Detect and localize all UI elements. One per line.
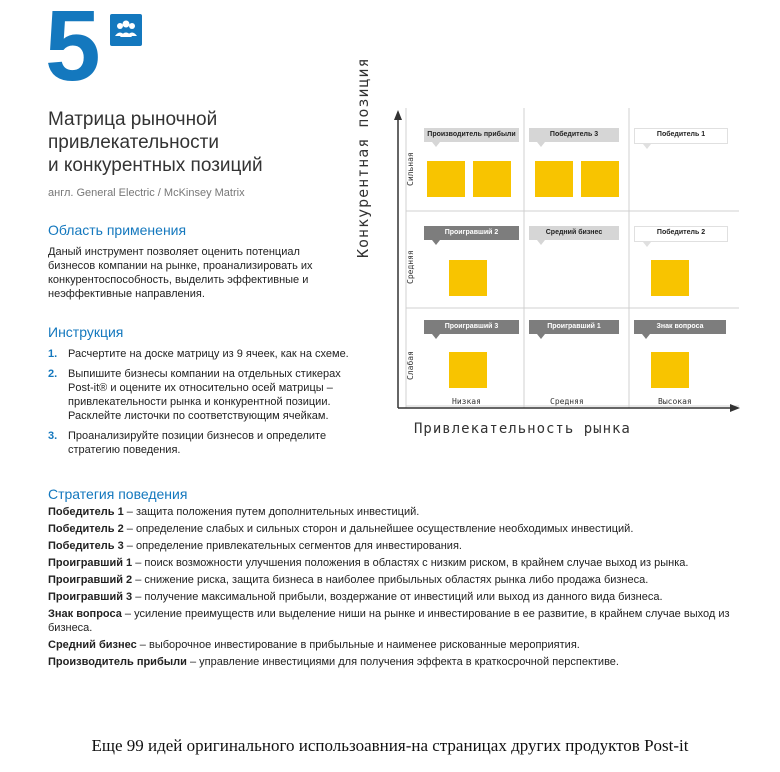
instructions-list [48,347,360,463]
strategy-key: Средний бизнес [48,639,137,651]
page-title [48,108,263,177]
strategy-text: – снижение риска, защита бизнеса в наиболее прибыльных областях рынка либо продажа бизнеса. [132,574,649,586]
scope-text: Даный инструмент позволяет оценить потенциал бизнесов компании на рынке, проанализировать их конкурентоспособность, выделить эффективные и неэффективные направления. [48,246,313,300]
sticky-note [427,161,465,197]
cell-tag-text: Проигравший 2 [444,229,499,236]
ge-mckinsey-matrix [354,57,744,448]
cell-tag [424,226,519,240]
sticky-note [651,352,689,388]
col-label: Средняя [550,397,584,406]
cell-tag-text: Победитель 3 [549,131,599,138]
list-item [48,367,360,423]
list-item [48,429,360,457]
tag-pointer [432,142,440,147]
list-item [48,347,360,361]
tag-pointer [537,142,545,147]
strategy-key: Знак вопроса [48,608,122,620]
strategy-row [48,590,738,604]
strategy-row [48,573,738,587]
section-number: 5 [45,0,99,102]
strategy-key: Проигравший 2 [48,574,133,586]
strategy-row [48,607,738,635]
strategy-key: Проигравший 1 [48,557,133,569]
strategy-list [48,505,738,672]
strategy-row [48,655,738,669]
cell-tag-text: Победитель 1 [656,131,706,138]
cell-tag [529,226,619,240]
people-icon [110,14,142,46]
strategy-text: – поиск возможности улучшения положения в областях с низким риском, в крайнем случае выход из рынка. [132,557,689,569]
strategy-heading: Стратегия поведения [48,486,188,502]
tag-pointer [537,334,545,339]
tag-pointer [432,240,440,245]
x-axis-arrow-icon [730,404,740,412]
tag-pointer [432,334,440,339]
item-text: Проанализируйте позиции бизнесов и определите стратегию поведения. [68,430,327,456]
strategy-key: Победитель 1 [48,506,124,518]
strategy-text: – защита положения путем дополнительных инвестиций. [123,506,420,518]
footer-text: Еще 99 идей оригинального использоавния-на страницах других продуктов Post-it [91,736,689,755]
cell-tag [634,226,728,242]
strategy-text: – выборочное инвестирование в прибыльные и наименее рискованные мероприятия. [136,639,580,651]
row-label: Сильная [406,152,415,186]
x-axis-label: Привлекательность рынка [414,421,631,437]
tag-pointer [643,144,651,149]
cell-tag-text: Победитель 2 [656,229,706,236]
title-line: Матрица рыночной [48,109,218,130]
strategy-text: – получение максимальной прибыли, воздержание от инвестиций или выход из данного вида бизнеса. [132,591,663,603]
item-text: Выпишите бизнесы компании на отдельных стикерах Post-it® и оцените их относительно осей матрицы – привлекательности рынка и конкурентной позиции. Расклейте листочки по соответствующим ячейкам. [68,368,341,422]
sticky-note [651,260,689,296]
strategy-text: – определение слабых и сильных сторон и дальнейшее осуществление необходимых инвестиций. [123,523,634,535]
strategy-text: – усиление преимуществ или выделение ниши на рынке и инвестирование в ее развитие, в крайнем случае выход из бизнеса. [48,608,730,634]
cell-tag [529,128,619,142]
sticky-note [473,161,511,197]
sticky-note [535,161,573,197]
col-label: Низкая [452,397,481,406]
sticky-note [449,260,487,296]
strategy-row [48,556,738,570]
strategy-text: – определение привлекательных сегментов для инвестирования. [123,540,462,552]
cell-tag [424,128,519,142]
tag-pointer [643,242,651,247]
strategy-text: – управление инвестициями для получения эффекта в краткосрочной перспективе. [186,656,619,668]
item-text: Расчертите на доске матрицу из 9 ячеек, как на схеме. [68,348,349,360]
instructions-heading: Инструкция [48,324,124,340]
y-axis-arrow-icon [394,110,402,120]
strategy-key: Победитель 2 [48,523,124,535]
cell-tag-text: Средний бизнес [545,229,603,236]
cell-tag [529,320,619,334]
strategy-row [48,539,738,553]
item-number: 3. [48,430,58,442]
tag-pointer [537,240,545,245]
row-label: Средняя [406,250,415,284]
strategy-key: Проигравший 3 [48,591,133,603]
cell-tag-text: Проигравший 3 [444,323,499,330]
strategy-row [48,638,738,652]
cell-tag-text: Производитель прибыли [427,131,516,138]
cell-tag [634,320,726,334]
title-line: привлекательности [48,132,219,153]
sticky-note [581,161,619,197]
y-axis-label: Конкурентная позиция [354,57,372,258]
title-line: и конкурентных позиций [48,155,263,176]
strategy-row [48,522,738,536]
strategy-key: Победитель 3 [48,540,124,552]
sticky-note [449,352,487,388]
scope-heading: Область применения [48,222,187,238]
strategy-row [48,505,738,519]
strategy-key: Производитель прибыли [48,656,187,668]
col-label: Высокая [658,397,692,406]
cell-tag-text: Проигравший 1 [547,323,601,330]
cell-tag [634,128,728,144]
subtitle: англ. General Electric / McKinsey Matrix [48,187,245,199]
item-number: 2. [48,368,58,380]
cell-tag-text: Знак вопроса [656,323,704,330]
tag-pointer [642,334,650,339]
item-number: 1. [48,348,58,360]
cell-tag [424,320,519,334]
row-label: Слабая [406,351,415,380]
